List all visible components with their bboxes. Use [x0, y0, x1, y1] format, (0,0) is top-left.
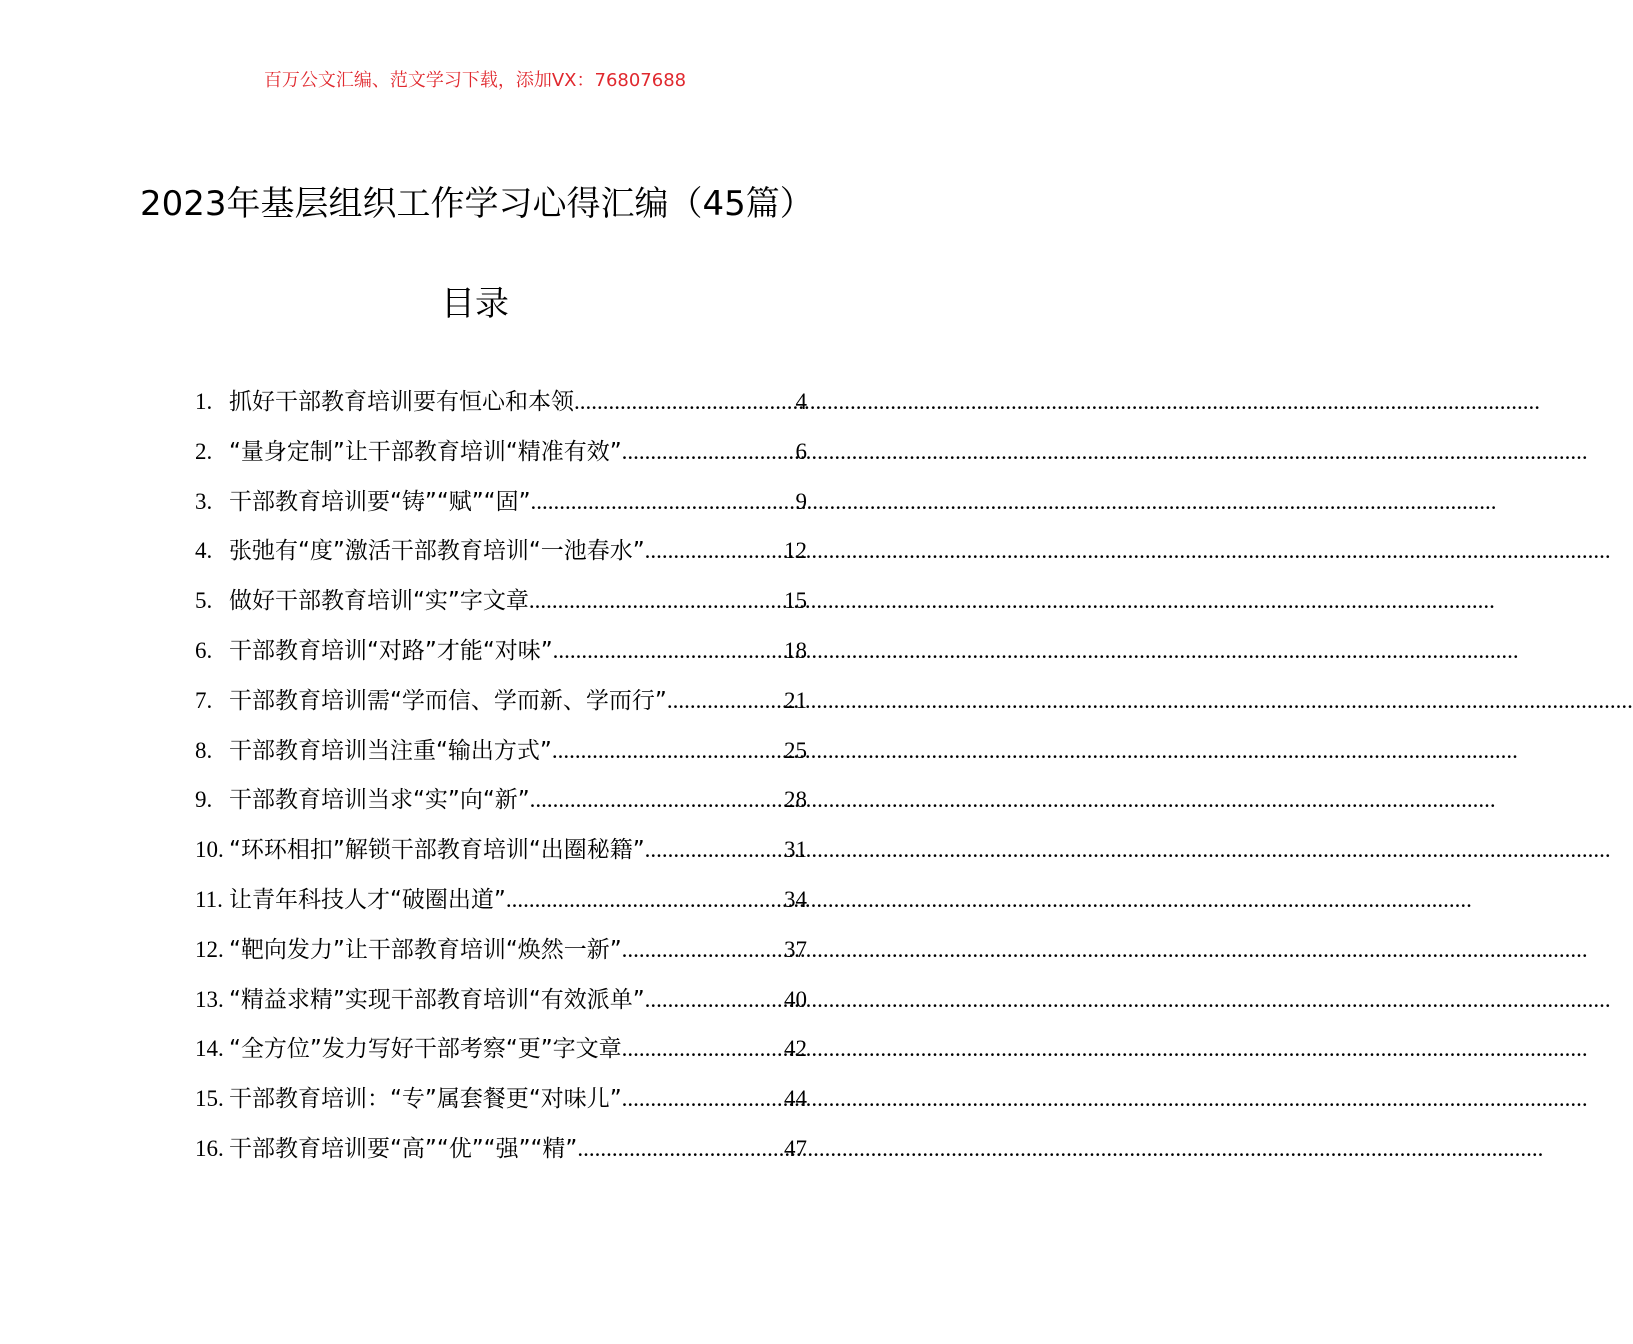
toc-leader-dots: [622, 937, 784, 963]
toc-entry[interactable]: [195, 1130, 807, 1180]
toc-leader-dots: [577, 1136, 784, 1162]
toc-entry-number: 7.: [195, 687, 213, 713]
toc-entry[interactable]: [195, 831, 807, 881]
toc-entry-title: 干部教育培训需“学而信、学而新、学而行”: [229, 687, 667, 714]
toc-entry-page: 44: [784, 1086, 807, 1112]
toc-entry[interactable]: [195, 781, 807, 831]
toc-entry-title: “环环相扣”解锁干部教育培训“出圈秘籍”: [229, 837, 645, 864]
toc-entry[interactable]: [195, 682, 807, 732]
toc-entry[interactable]: [195, 1080, 807, 1130]
toc-entry-page: 40: [784, 986, 807, 1012]
toc-entry-title: 干部教育培训要“铸”“赋”“固”: [229, 488, 531, 515]
toc-entry-number: 6.: [195, 637, 213, 663]
toc-entry-page: 42: [784, 1036, 807, 1062]
toc-leader-dots: [622, 1086, 784, 1112]
toc-leader-dots: [645, 987, 784, 1013]
toc-entry-title: “全方位”发力写好干部考察“更”字文章: [229, 1036, 622, 1063]
toc-leader-dots: [667, 688, 784, 714]
toc-entry-page: 9: [795, 488, 807, 514]
toc-leader-dots: [529, 588, 784, 614]
toc-entry-title: 抓好干部教育培训要有恒心和本领: [229, 389, 574, 415]
toc-entry-number: 10.: [195, 837, 224, 863]
toc-leader-dots: [552, 738, 784, 764]
toc-entry[interactable]: [195, 981, 807, 1031]
toc-entry-page: 34: [784, 886, 807, 912]
toc-entry-page: 4: [795, 389, 807, 414]
toc-leader-dots: [622, 439, 796, 465]
toc-entry[interactable]: [195, 1030, 807, 1080]
toc-entry-title: “量身定制”让干部教育培训“精准有效”: [229, 438, 622, 465]
toc-entry-title: 干部教育培训当求“实”向“新”: [229, 787, 530, 814]
toc-leader-dots: [645, 837, 784, 863]
table-of-contents: [195, 383, 807, 1180]
toc-entry-page: 47: [784, 1135, 807, 1161]
toc-entry-title: 张弛有“度”激活干部教育培训“一池春水”: [229, 538, 645, 565]
toc-entry-page: 28: [784, 787, 807, 813]
toc-entry[interactable]: [195, 383, 807, 433]
toc-leader-dots: [574, 389, 796, 415]
toc-entry-number: 2.: [195, 438, 213, 464]
toc-entry-page: 37: [784, 936, 807, 962]
toc-entry[interactable]: [195, 582, 807, 632]
toc-entry-number: 1.: [195, 389, 213, 414]
toc-entry-number: 12.: [195, 936, 224, 962]
toc-entry-page: 6: [795, 438, 807, 464]
toc-leader-dots: [622, 1036, 784, 1062]
toc-entry[interactable]: [195, 931, 807, 981]
toc-heading: 目录: [441, 284, 509, 324]
watermark-banner: 百万公文汇编、范文学习下载，添加VX：76807688: [263, 70, 687, 91]
toc-leader-dots: [531, 489, 796, 515]
toc-entry-page: 15: [784, 588, 807, 614]
toc-entry[interactable]: [195, 732, 807, 782]
toc-entry-page: 31: [784, 837, 807, 863]
toc-entry-number: 4.: [195, 538, 213, 564]
toc-entry-title: “靶向发力”让干部教育培训“焕然一新”: [229, 936, 622, 963]
toc-entry-title: 干部教育培训当注重“输出方式”: [229, 737, 552, 764]
toc-leader-dots: [553, 638, 784, 664]
toc-entry-number: 3.: [195, 488, 213, 514]
toc-entry-title: 干部教育培训要“高”“优”“强”“精”: [229, 1135, 578, 1162]
toc-entry-title: 做好干部教育培训“实”字文章: [229, 588, 529, 615]
toc-leader-dots: [645, 538, 784, 564]
toc-entry-title: 干部教育培训：“专”属套餐更“对味儿”: [229, 1086, 622, 1113]
toc-entry-number: 8.: [195, 737, 213, 763]
toc-entry-number: 9.: [195, 787, 213, 813]
toc-entry[interactable]: [195, 532, 807, 582]
toc-entry-number: 16.: [195, 1135, 224, 1161]
toc-entry-title: “精益求精”实现干部教育培训“有效派单”: [229, 986, 645, 1013]
toc-entry-page: 12: [784, 538, 807, 564]
toc-entry-page: 25: [784, 737, 807, 763]
toc-entry-number: 14.: [195, 1036, 224, 1062]
toc-entry-title: 让青年科技人才“破圈出道”: [229, 886, 506, 913]
toc-leader-dots: [530, 787, 784, 813]
toc-entry-title: 干部教育培训“对路”才能“对味”: [229, 637, 553, 664]
toc-entry-number: 15.: [195, 1086, 224, 1112]
toc-entry-number: 13.: [195, 986, 224, 1012]
toc-entry-number: 11.: [195, 886, 223, 912]
toc-entry[interactable]: [195, 632, 807, 682]
toc-entry-page: 18: [784, 637, 807, 663]
toc-entry-number: 5.: [195, 588, 213, 614]
document-title: 2023年基层组织工作学习心得汇编（45篇）: [140, 184, 814, 224]
toc-entry[interactable]: [195, 483, 807, 533]
toc-entry[interactable]: [195, 433, 807, 483]
toc-entry[interactable]: [195, 881, 807, 931]
toc-leader-dots: [506, 887, 784, 913]
toc-entry-page: 21: [784, 687, 807, 713]
